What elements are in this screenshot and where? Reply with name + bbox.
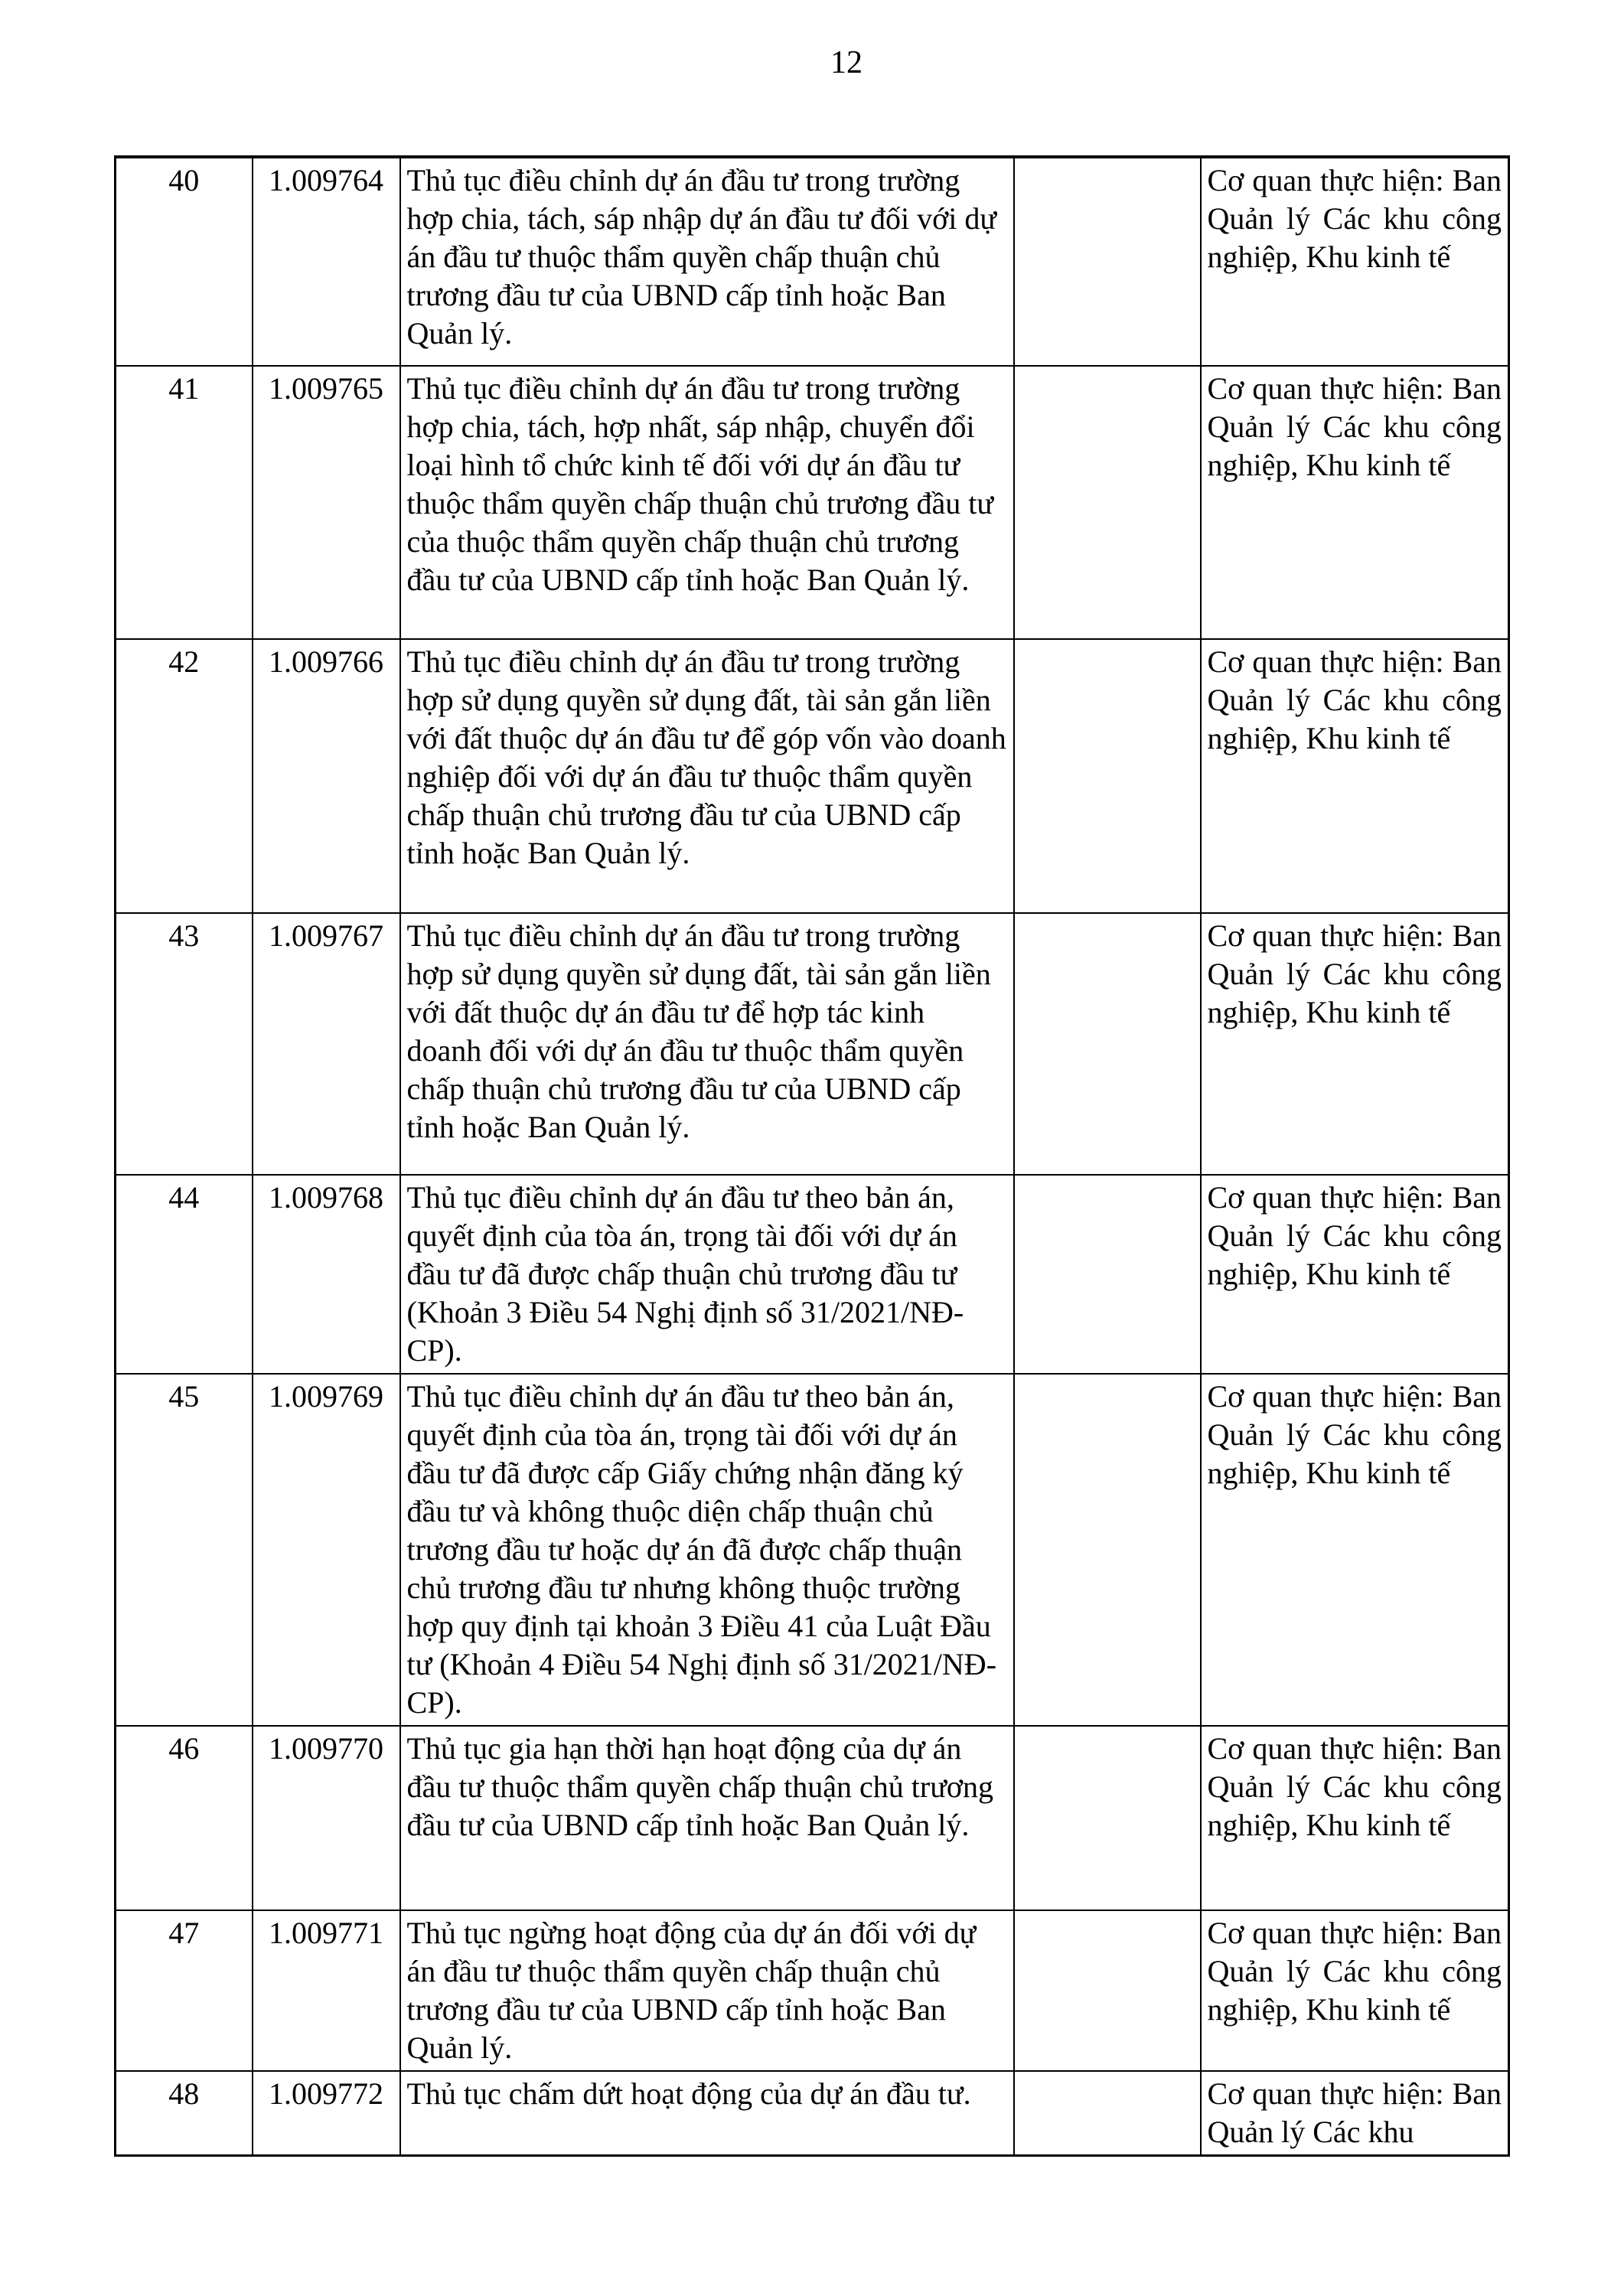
- row-number-cell: 44: [116, 1175, 253, 1374]
- procedure-name-cell: Thủ tục gia hạn thời hạn hoạt động của dự án đầu tư thuộc thẩm quyền chấp thuận chủ trương đầu tư của UBND cấp tỉnh hoặc Ban Quản lý.: [400, 1726, 1014, 1910]
- procedure-code-cell: 1.009764: [253, 157, 400, 366]
- row-number-cell: 42: [116, 639, 253, 913]
- implementing-agency-cell: Cơ quan thực hiện: Ban Quản lý Các khu công nghiệp, Khu kinh tế: [1201, 1910, 1509, 2071]
- procedure-name-cell: Thủ tục điều chỉnh dự án đầu tư theo bản án, quyết định của tòa án, trọng tài đối với dự án đầu tư đã được cấp Giấy chứng nhận đăng ký đầu tư và không thuộc diện chấp thuận chủ trương đầu tư hoặc dự án đã được chấp thuận chủ trương đầu tư nhưng không thuộc trường hợp quy định tại khoản 3 Điều 41 của Luật Đầu tư (Khoản 4 Điều 54 Nghị định số 31/2021/NĐ-CP).: [400, 1374, 1014, 1726]
- empty-cell: [1014, 1910, 1201, 2071]
- procedure-name-cell: Thủ tục ngừng hoạt động của dự án đối với dự án đầu tư thuộc thẩm quyền chấp thuận chủ trương đầu tư của UBND cấp tỉnh hoặc Ban Quản lý.: [400, 1910, 1014, 2071]
- procedure-name-cell: Thủ tục điều chỉnh dự án đầu tư trong trường hợp chia, tách, hợp nhất, sáp nhập, chuyển đổi loại hình tổ chức kinh tế đối với dự án đầu tư thuộc thẩm quyền chấp thuận chủ trương đầu tư của thuộc thẩm quyền chấp thuận chủ trương đầu tư của UBND cấp tỉnh hoặc Ban Quản lý.: [400, 366, 1014, 639]
- table-row: [116, 157, 1509, 366]
- implementing-agency-cell: Cơ quan thực hiện: Ban Quản lý Các khu công nghiệp, Khu kinh tế: [1201, 1726, 1509, 1910]
- row-number-cell: 45: [116, 1374, 253, 1726]
- empty-cell: [1014, 1726, 1201, 1910]
- empty-cell: [1014, 639, 1201, 913]
- empty-cell: [1014, 1374, 1201, 1726]
- row-number-cell: 48: [116, 2071, 253, 2156]
- procedure-name-cell: Thủ tục điều chỉnh dự án đầu tư theo bản án, quyết định của tòa án, trọng tài đối với dự án đầu tư đã được chấp thuận chủ trương đầu tư (Khoản 3 Điều 54 Nghị định số 31/2021/NĐ-CP).: [400, 1175, 1014, 1374]
- procedures-table: [114, 155, 1510, 2157]
- table-row: [116, 1726, 1509, 1910]
- empty-cell: [1014, 1175, 1201, 1374]
- table-row: [116, 366, 1509, 639]
- procedure-code-cell: 1.009770: [253, 1726, 400, 1910]
- procedure-code-cell: 1.009771: [253, 1910, 400, 2071]
- empty-cell: [1014, 366, 1201, 639]
- implementing-agency-cell: Cơ quan thực hiện: Ban Quản lý Các khu công nghiệp, Khu kinh tế: [1201, 1175, 1509, 1374]
- table-row: [116, 639, 1509, 913]
- implementing-agency-cell: Cơ quan thực hiện: Ban Quản lý Các khu công nghiệp, Khu kinh tế: [1201, 639, 1509, 913]
- empty-cell: [1014, 913, 1201, 1175]
- row-number-cell: 47: [116, 1910, 253, 2071]
- procedure-name-cell: Thủ tục điều chỉnh dự án đầu tư trong trường hợp chia, tách, sáp nhập dự án đầu tư đối với dự án đầu tư thuộc thẩm quyền chấp thuận chủ trương đầu tư của UBND cấp tỉnh hoặc Ban Quản lý.: [400, 157, 1014, 366]
- table-row: [116, 1175, 1509, 1374]
- implementing-agency-cell: Cơ quan thực hiện: Ban Quản lý Các khu: [1201, 2071, 1509, 2156]
- implementing-agency-cell: Cơ quan thực hiện: Ban Quản lý Các khu công nghiệp, Khu kinh tế: [1201, 1374, 1509, 1726]
- procedure-code-cell: 1.009766: [253, 639, 400, 913]
- table-row: [116, 913, 1509, 1175]
- empty-cell: [1014, 157, 1201, 366]
- procedure-name-cell: Thủ tục điều chỉnh dự án đầu tư trong trường hợp sử dụng quyền sử dụng đất, tài sản gắn liền với đất thuộc dự án đầu tư để hợp tác kinh doanh đối với dự án đầu tư thuộc thẩm quyền chấp thuận chủ trương đầu tư của UBND cấp tỉnh hoặc Ban Quản lý.: [400, 913, 1014, 1175]
- procedure-code-cell: 1.009768: [253, 1175, 400, 1374]
- table-row: [116, 2071, 1509, 2156]
- row-number-cell: 41: [116, 366, 253, 639]
- table-row: [116, 1910, 1509, 2071]
- procedure-code-cell: 1.009772: [253, 2071, 400, 2156]
- implementing-agency-cell: Cơ quan thực hiện: Ban Quản lý Các khu công nghiệp, Khu kinh tế: [1201, 366, 1509, 639]
- empty-cell: [1014, 2071, 1201, 2156]
- procedure-name-cell: Thủ tục điều chỉnh dự án đầu tư trong trường hợp sử dụng quyền sử dụng đất, tài sản gắn liền với đất thuộc dự án đầu tư để góp vốn vào doanh nghiệp đối với dự án đầu tư thuộc thẩm quyền chấp thuận chủ trương đầu tư của UBND cấp tỉnh hoặc Ban Quản lý.: [400, 639, 1014, 913]
- implementing-agency-cell: Cơ quan thực hiện: Ban Quản lý Các khu công nghiệp, Khu kinh tế: [1201, 913, 1509, 1175]
- row-number-cell: 46: [116, 1726, 253, 1910]
- row-number-cell: 40: [116, 157, 253, 366]
- procedure-code-cell: 1.009769: [253, 1374, 400, 1726]
- procedure-name-cell: Thủ tục chấm dứt hoạt động của dự án đầu tư.: [400, 2071, 1014, 2156]
- procedure-code-cell: 1.009767: [253, 913, 400, 1175]
- implementing-agency-cell: Cơ quan thực hiện: Ban Quản lý Các khu công nghiệp, Khu kinh tế: [1201, 157, 1509, 366]
- page-number: 12: [830, 45, 863, 80]
- procedure-code-cell: 1.009765: [253, 366, 400, 639]
- row-number-cell: 43: [116, 913, 253, 1175]
- table-row: [116, 1374, 1509, 1726]
